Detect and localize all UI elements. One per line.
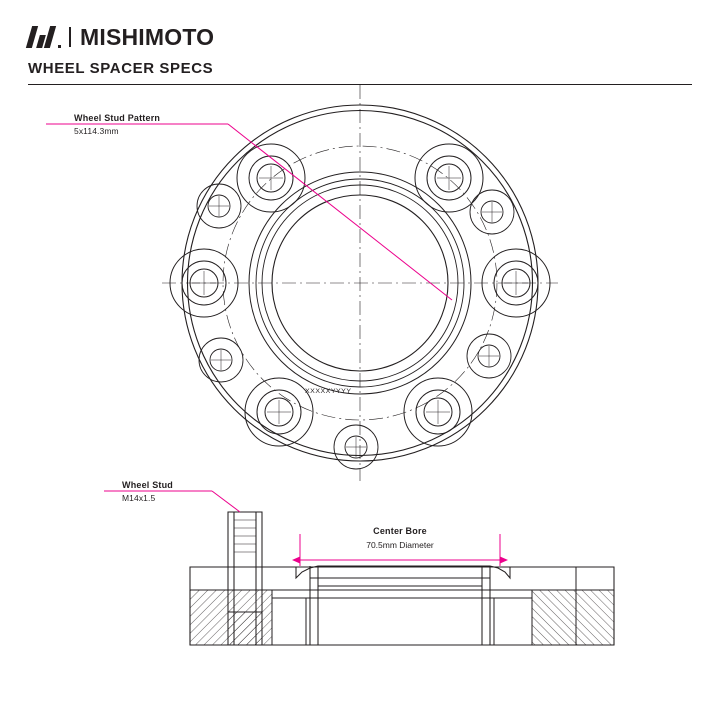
dimension-label: Center Bore xyxy=(373,526,427,536)
hatch-note: XXXXXYYYY xyxy=(305,388,352,395)
callout-wheel-stud xyxy=(122,480,173,503)
wheel-spacer-front-view xyxy=(162,85,558,481)
callout-value: 5x114.3mm xyxy=(74,126,119,136)
callout-label: Wheel Stud Pattern xyxy=(74,113,161,123)
callout-value: M14x1.5 xyxy=(122,493,156,503)
dimension-value: 70.5mm Diameter xyxy=(366,540,434,550)
dimension-center-bore xyxy=(300,526,500,550)
callout-wheel-stud-pattern xyxy=(74,113,160,136)
page-title: WHEEL SPACER SPECS xyxy=(28,60,214,77)
brand-name: MISHIMOTO xyxy=(80,23,215,50)
callout-label: Wheel Stud xyxy=(122,480,173,490)
